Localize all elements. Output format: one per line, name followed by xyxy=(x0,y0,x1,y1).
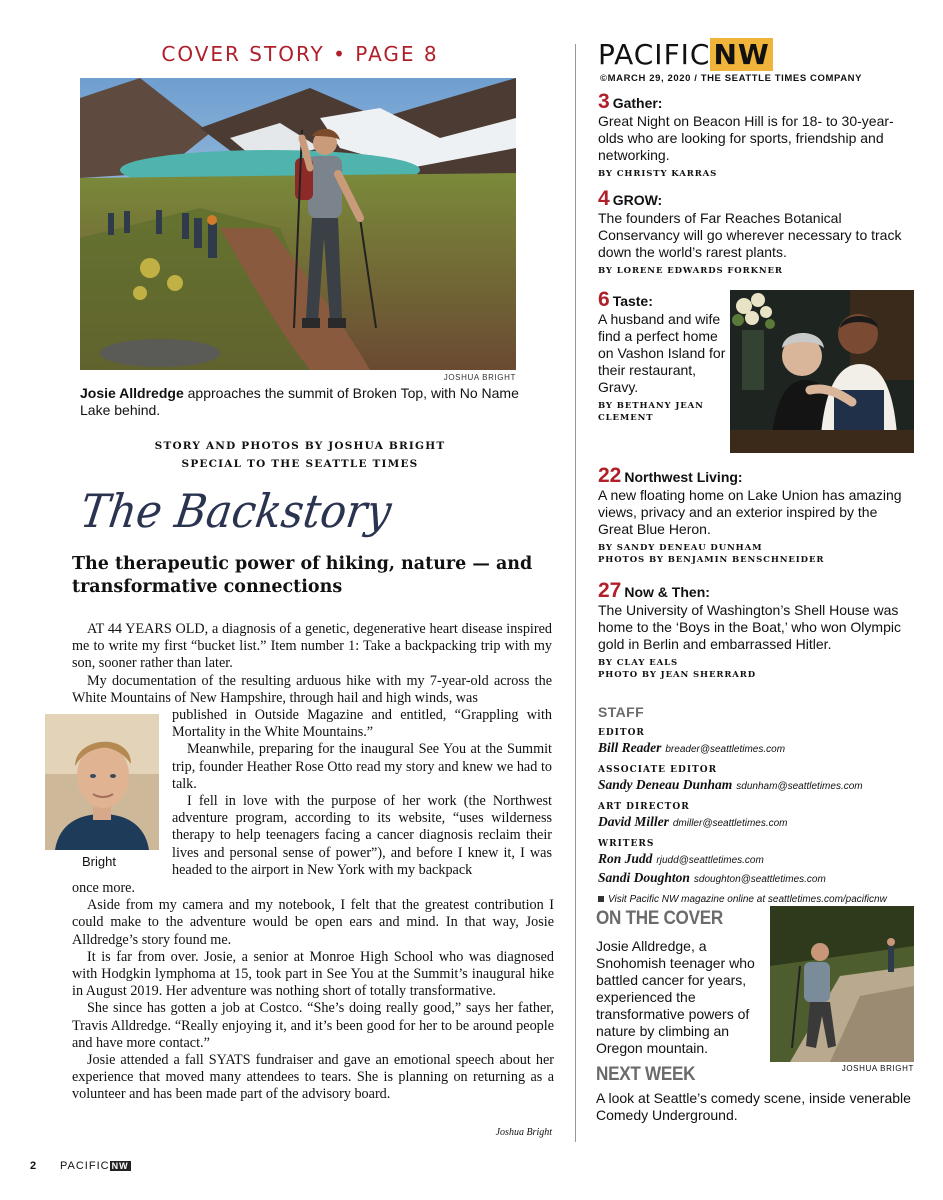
toc-item-grow[interactable] xyxy=(598,189,913,277)
author-photo-caption: Bright xyxy=(82,854,116,869)
story-paragraph: Aside from my camera and my notebook, I felt that the greatest contribution I could make to the adventure would be open ears and mind. In that way, Josie Alldredge’s story found me. xyxy=(72,897,554,948)
staff-role: WRITERS xyxy=(598,839,655,849)
staff-email-link[interactable]: sdunham@seattletimes.com xyxy=(736,781,863,792)
toc-description: Great Night on Beacon Hill is for 18- to 30-year-olds who are looking for sports, friendship and networking. xyxy=(598,113,894,163)
visit-website-note[interactable] xyxy=(598,894,918,905)
toc-page-number: 4 xyxy=(598,187,610,210)
staff-editor xyxy=(598,727,918,758)
cover-photo xyxy=(770,906,914,1062)
toc-credit-line: BY SANDY DENEAU DUNHAM xyxy=(598,543,763,553)
footer-logo-main: PACIFIC xyxy=(60,1160,110,1172)
staff-heading: STAFF xyxy=(598,704,645,720)
story-paragraph: published in Outside Magazine and entitled, “Grappling with Mortality in the White Mountains.” xyxy=(172,707,552,741)
staff-email-link[interactable]: sdoughton@seattletimes.com xyxy=(693,874,826,885)
staff-email-link[interactable]: dmiller@seattletimes.com xyxy=(672,818,788,829)
toc-section: Northwest Living: xyxy=(624,469,743,485)
toc-page-number: 6 xyxy=(598,288,610,311)
story-body-wrap xyxy=(172,707,552,879)
next-week-heading: NEXT WEEK xyxy=(596,1064,696,1085)
toc-section: Now & Then: xyxy=(624,584,710,600)
toc-credit-line: PHOTOS BY BENJAMIN BENSCHNEIDER xyxy=(598,555,825,565)
toc-section: Gather: xyxy=(612,95,663,111)
bullet-square-icon xyxy=(598,896,604,902)
story-paragraph: I fell in love with the purpose of her work (the Northwest adventure program, according to its website, “uses wilderness therapy to help teenagers facing a cancer diagnosis reclaim their lives and personal sense of power”), and before I knew it, I was headed to the airport in New York with my backpack xyxy=(172,793,552,878)
toc-page-number: 22 xyxy=(598,464,622,487)
toc-credit-line: CLEMENT xyxy=(598,413,654,423)
story-byline: STORY AND PHOTOS BY JOSHUA BRIGHT xyxy=(154,440,446,452)
taste-photo xyxy=(730,290,914,453)
toc-item-gather[interactable] xyxy=(598,92,913,180)
staff-name: Bill Reader xyxy=(598,740,662,755)
staff-name: Sandi Doughton xyxy=(598,870,690,885)
hero-photo xyxy=(80,78,516,370)
toc-description: The University of Washington’s Shell House was home to the ‘Boys in the Boat,’ who won Olympic gold in Berlin and embarrassed Hitler. xyxy=(598,602,901,652)
staff-box xyxy=(598,704,918,905)
toc-section: GROW: xyxy=(612,192,663,208)
hero-caption xyxy=(80,385,520,419)
story-body-top xyxy=(72,621,552,707)
staff-name: David Miller xyxy=(598,814,669,829)
dateline: ©MARCH 29, 2020 / THE SEATTLE TIMES COMPANY xyxy=(600,73,863,84)
footer-logo-accent: NW xyxy=(111,1161,129,1171)
story-paragraph: It is far from over. Josie, a senior at Monroe High School who was diagnosed with Hodgkin lymphoma at 15, took part in See You at the Summit’s inaugural hike in August 2019. Her adventure was nothing short of totally transformative. xyxy=(72,948,554,1000)
staff-role: ART DIRECTOR xyxy=(598,802,690,812)
toc-page-number: 3 xyxy=(598,90,610,113)
visit-website-text: Visit Pacific NW magazine online at seattletimes.com/pacificnw xyxy=(608,894,887,905)
on-the-cover-heading: ON THE COVER xyxy=(596,908,723,929)
toc-credit xyxy=(598,400,726,424)
staff-email-link[interactable]: breader@seattletimes.com xyxy=(665,744,786,755)
author-photo xyxy=(45,714,159,850)
staff-associate-editor xyxy=(598,764,918,795)
next-week-text: A look at Seattle’s comedy scene, inside venerable Comedy Underground. xyxy=(596,1090,911,1123)
story-paragraph: AT 44 YEARS OLD, a diagnosis of a genetic, degenerative heart disease inspired me to write my first “bucket list.” Item number 1: Take a backpacking trip with my son, sooner rather than later. xyxy=(72,621,552,672)
hero-photo-credit: JOSHUA BRIGHT xyxy=(443,373,516,382)
cover-photo-credit: JOSHUA BRIGHT xyxy=(841,1064,914,1073)
toc-credit xyxy=(598,542,913,566)
staff-role: EDITOR xyxy=(598,728,645,738)
cover-story-kicker[interactable]: COVER STORY • PAGE 8 xyxy=(161,42,439,66)
staff-art-director xyxy=(598,801,918,832)
staff-writers xyxy=(598,838,918,888)
hero-caption-text: approaches the summit of Broken Top, with No Name Lake behind. xyxy=(80,385,519,418)
story-headline: The therapeutic power of hiking, nature — and transformative connections xyxy=(72,554,533,597)
story-paragraph: Meanwhile, preparing for the inaugural See You at the Summit trip, founder Heather Rose Otto read my story and knew we had to talk. xyxy=(172,741,552,792)
toc-item-taste[interactable] xyxy=(598,290,726,424)
hero-caption-name: Josie Alldredge xyxy=(80,385,184,401)
closing-photo-credit: Joshua Bright xyxy=(495,1127,552,1138)
page-number: 2 xyxy=(30,1160,37,1172)
toc-description: A husband and wife find a perfect home on Vashon Island for their restaurant, Gravy. xyxy=(598,311,726,395)
staff-name: Ron Judd xyxy=(598,851,653,866)
toc-description: The founders of Far Reaches Botanical Conservancy will go wherever necessary to track down the world’s rarest plants. xyxy=(598,210,902,260)
toc-credit: BY CHRISTY KARRAS xyxy=(598,169,718,179)
toc-credit-line: PHOTO BY JEAN SHERRARD xyxy=(598,670,757,680)
backstory-logo-text: The Backstory xyxy=(80,484,410,538)
hiker-mountain-illustration xyxy=(80,78,516,370)
story-affiliation: SPECIAL TO THE SEATTLE TIMES xyxy=(181,458,419,470)
staff-name: Sandy Deneau Dunham xyxy=(598,777,733,792)
toc-description: A new floating home on Lake Union has amazing views, privacy and an exterior inspired by the Great Blue Heron. xyxy=(598,487,902,537)
toc-credit-line: BY BETHANY JEAN xyxy=(598,401,704,411)
backstory-logo xyxy=(80,482,410,552)
footer-logo xyxy=(60,1160,131,1172)
masthead-logo-accent: NW xyxy=(710,38,772,71)
toc-item-northwest-living[interactable] xyxy=(598,466,913,566)
toc-credit: BY LORENE EDWARDS FORKNER xyxy=(598,266,783,276)
story-paragraph: She since has gotten a job at Costco. “She’s doing really good,” says her father, Travis Alldredge. “Really enjoying it, and it’s been good for her to be around people and have more contact.” xyxy=(72,1000,554,1051)
toc-credit xyxy=(598,657,913,681)
column-divider xyxy=(575,44,576,1142)
story-paragraph: Josie attended a fall SYATS fundraiser and gave an emotional speech about her experience that moved many attendees to tears. She is planning on returning as a volunteer and has been made part of the advisory board. xyxy=(72,1052,554,1103)
toc-credit-line: BY CLAY EALS xyxy=(598,658,678,668)
staff-role: ASSOCIATE EDITOR xyxy=(598,765,718,775)
staff-email-link[interactable]: rjudd@seattletimes.com xyxy=(656,855,764,866)
story-body-bottom xyxy=(72,880,554,1104)
toc-section: Taste: xyxy=(612,293,653,309)
toc-page-number: 27 xyxy=(598,579,622,602)
story-paragraph: My documentation of the resulting arduous hike with my 7-year-old across the White Mountains of New Hampshire, through hail and high winds, was xyxy=(72,672,552,706)
masthead-logo-main: PACIFIC xyxy=(598,38,711,71)
masthead-logo[interactable] xyxy=(598,40,773,70)
on-the-cover-text: Josie Alldredge, a Snohomish teenager who battled cancer for years, experienced the transformative powers of nature by climbing an Oregon mountain. xyxy=(596,938,755,1056)
toc-item-now-and-then[interactable] xyxy=(598,581,913,681)
story-paragraph: once more. xyxy=(72,880,136,896)
